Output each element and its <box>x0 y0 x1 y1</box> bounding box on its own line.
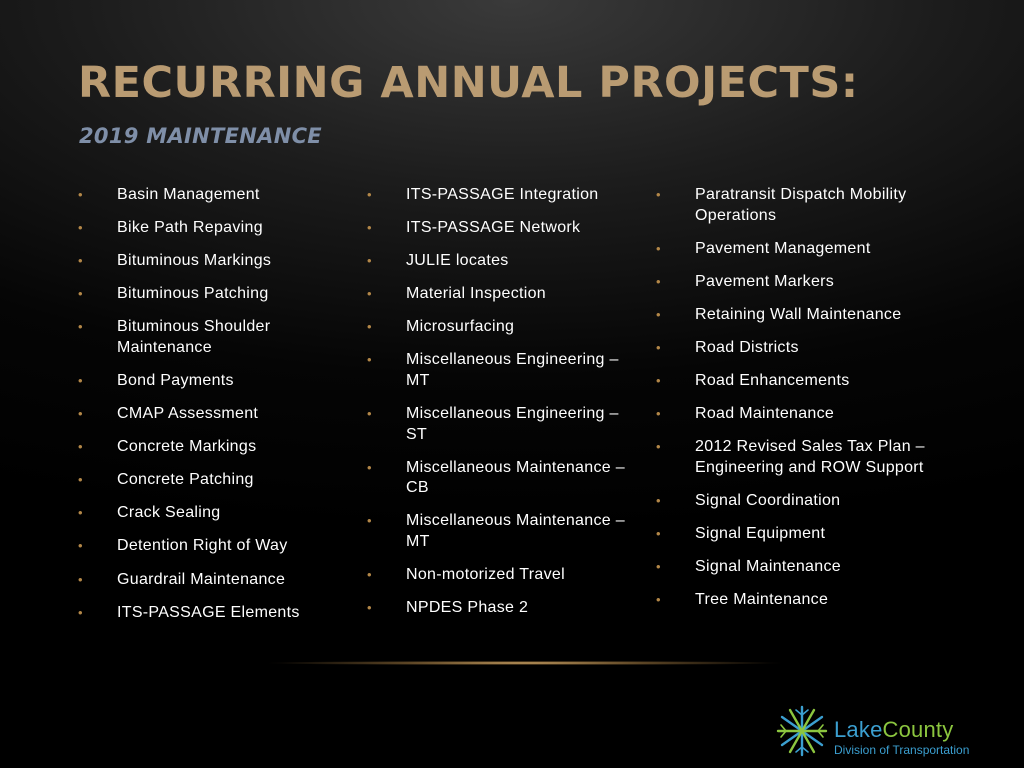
project-item-text: Material Inspection <box>406 285 546 303</box>
bullet-icon: • <box>78 472 83 488</box>
project-item-text: Crack Sealing <box>117 504 221 522</box>
bullet-icon: • <box>656 558 661 574</box>
project-list-item <box>367 458 632 499</box>
project-list-item <box>78 284 343 305</box>
bullet-icon: • <box>656 187 661 202</box>
project-list-item <box>367 251 632 272</box>
project-list-item <box>656 239 956 260</box>
bullet-icon: • <box>656 439 661 455</box>
project-list-item <box>656 590 956 611</box>
bullet-icon: • <box>367 187 372 202</box>
logo-division-subtitle: Division of Transportation <box>834 743 970 757</box>
bullet-icon: • <box>656 372 661 388</box>
project-item-text: Retaining Wall Maintenance <box>695 305 902 323</box>
bullet-icon: • <box>367 319 372 335</box>
project-list-item <box>78 251 343 272</box>
project-item-text: Paratransit Dispatch Mobility Operations <box>695 186 907 224</box>
bullet-icon: • <box>656 306 661 322</box>
bullet-icon: • <box>367 406 372 422</box>
bullet-icon: • <box>367 220 372 236</box>
bullet-icon: • <box>78 571 83 587</box>
bullet-icon: • <box>367 286 372 302</box>
bullet-icon: • <box>78 253 83 269</box>
bullet-icon: • <box>656 240 661 256</box>
project-item-text: Road Districts <box>695 338 799 356</box>
project-list-item <box>78 503 343 524</box>
gold-glow-divider <box>180 660 870 666</box>
slide-subtitle: 2019 MAINTENANCE <box>79 124 322 148</box>
project-item-text: Non-motorized Travel <box>406 565 565 583</box>
project-list-item <box>367 317 632 338</box>
project-item-text: Detention Right of Way <box>117 537 288 555</box>
project-list-column-2 <box>367 185 632 631</box>
project-list-column-3 <box>656 185 956 623</box>
project-list-item <box>656 524 956 545</box>
project-item-text: Guardrail Maintenance <box>117 570 286 588</box>
slide-title: RECURRING ANNUAL PROJECTS: <box>78 58 859 108</box>
bullet-icon: • <box>656 339 661 355</box>
project-item-text: Microsurfacing <box>406 318 515 336</box>
project-item-text: Bituminous Patching <box>117 285 269 303</box>
project-item-text: Basin Management <box>117 186 260 203</box>
project-list-item <box>367 511 632 552</box>
project-item-text: 2012 Revised Sales Tax Plan – Engineering and ROW Support <box>695 438 925 476</box>
project-list-item <box>78 470 343 491</box>
project-item-text: Road Enhancements <box>695 371 850 389</box>
bullet-icon: • <box>367 253 372 269</box>
project-item-text: ITS-PASSAGE Integration <box>406 186 599 203</box>
project-list-item <box>367 284 632 305</box>
project-list-item <box>367 598 632 619</box>
bullet-icon: • <box>78 505 83 521</box>
project-list-item <box>656 272 956 293</box>
project-list-item <box>656 491 956 512</box>
project-list-item <box>78 371 343 392</box>
bullet-icon: • <box>656 592 661 608</box>
bullet-icon: • <box>78 319 83 335</box>
project-item-text: Signal Equipment <box>695 524 826 542</box>
project-item-text: Miscellaneous Engineering – MT <box>406 351 619 389</box>
bullet-icon: • <box>656 273 661 289</box>
project-list-item <box>656 371 956 392</box>
bullet-icon: • <box>78 286 83 302</box>
project-list-item <box>367 565 632 586</box>
project-item-text: Concrete Patching <box>117 471 254 489</box>
project-item-text: ITS-PASSAGE Network <box>406 219 581 237</box>
project-list-item <box>656 338 956 359</box>
project-item-text: JULIE locates <box>406 252 509 270</box>
bullet-icon: • <box>367 352 372 368</box>
bullet-icon: • <box>367 513 372 529</box>
bullet-icon: • <box>367 566 372 582</box>
project-item-text: Tree Maintenance <box>695 591 829 609</box>
lake-county-logo <box>774 703 1014 761</box>
logo-name-county: County <box>882 717 954 742</box>
project-item-text: Bond Payments <box>117 371 234 389</box>
project-list-item <box>656 437 956 478</box>
project-item-text: Signal Maintenance <box>695 557 841 575</box>
bullet-icon: • <box>78 439 83 455</box>
project-item-text: Miscellaneous Maintenance – CB <box>406 458 625 497</box>
project-list-column-1 <box>78 185 343 636</box>
bullet-icon: • <box>656 525 661 541</box>
project-item-text: Bituminous Shoulder Maintenance <box>117 318 271 356</box>
project-item-text: Concrete Markings <box>117 438 257 456</box>
bullet-icon: • <box>78 187 83 202</box>
project-item-text: Pavement Markers <box>695 272 835 290</box>
project-item-text: Miscellaneous Engineering – ST <box>406 405 619 443</box>
lake-county-snowflake-icon <box>774 703 830 759</box>
project-list-item <box>78 218 343 239</box>
project-item-text: Bituminous Markings <box>117 252 272 270</box>
project-item-text: Bike Path Repaving <box>117 219 263 237</box>
project-list-item <box>78 404 343 425</box>
bullet-icon: • <box>656 492 661 508</box>
project-item-text: Signal Coordination <box>695 491 841 509</box>
project-list-item <box>656 404 956 425</box>
project-list-item <box>367 185 632 206</box>
bullet-icon: • <box>78 538 83 554</box>
logo-name-lake: Lake <box>834 717 883 742</box>
project-list-item <box>78 437 343 458</box>
bullet-icon: • <box>78 406 83 422</box>
project-list-item <box>78 603 343 624</box>
bullet-icon: • <box>656 406 661 422</box>
logo-name <box>834 717 953 743</box>
project-list-item <box>367 218 632 239</box>
bullet-icon: • <box>367 459 372 475</box>
project-list-item <box>367 350 632 391</box>
project-item-text: NPDES Phase 2 <box>406 598 529 616</box>
project-list-item <box>656 557 956 578</box>
project-item-text: Miscellaneous Maintenance – MT <box>406 512 625 550</box>
project-list-item <box>656 305 956 326</box>
project-list-item <box>367 404 632 445</box>
bullet-icon: • <box>78 220 83 236</box>
project-item-text: Pavement Management <box>695 239 871 257</box>
bullet-icon: • <box>78 372 83 388</box>
project-item-text: CMAP Assessment <box>117 405 259 423</box>
project-item-text: Road Maintenance <box>695 405 835 423</box>
bullet-icon: • <box>78 604 83 620</box>
project-item-text: ITS-PASSAGE Elements <box>117 603 300 621</box>
project-list-item <box>656 185 956 226</box>
project-list-item <box>78 536 343 557</box>
bullet-icon: • <box>367 599 372 615</box>
project-list-item <box>78 570 343 591</box>
project-list-item <box>78 317 343 358</box>
project-list-item <box>78 185 343 206</box>
